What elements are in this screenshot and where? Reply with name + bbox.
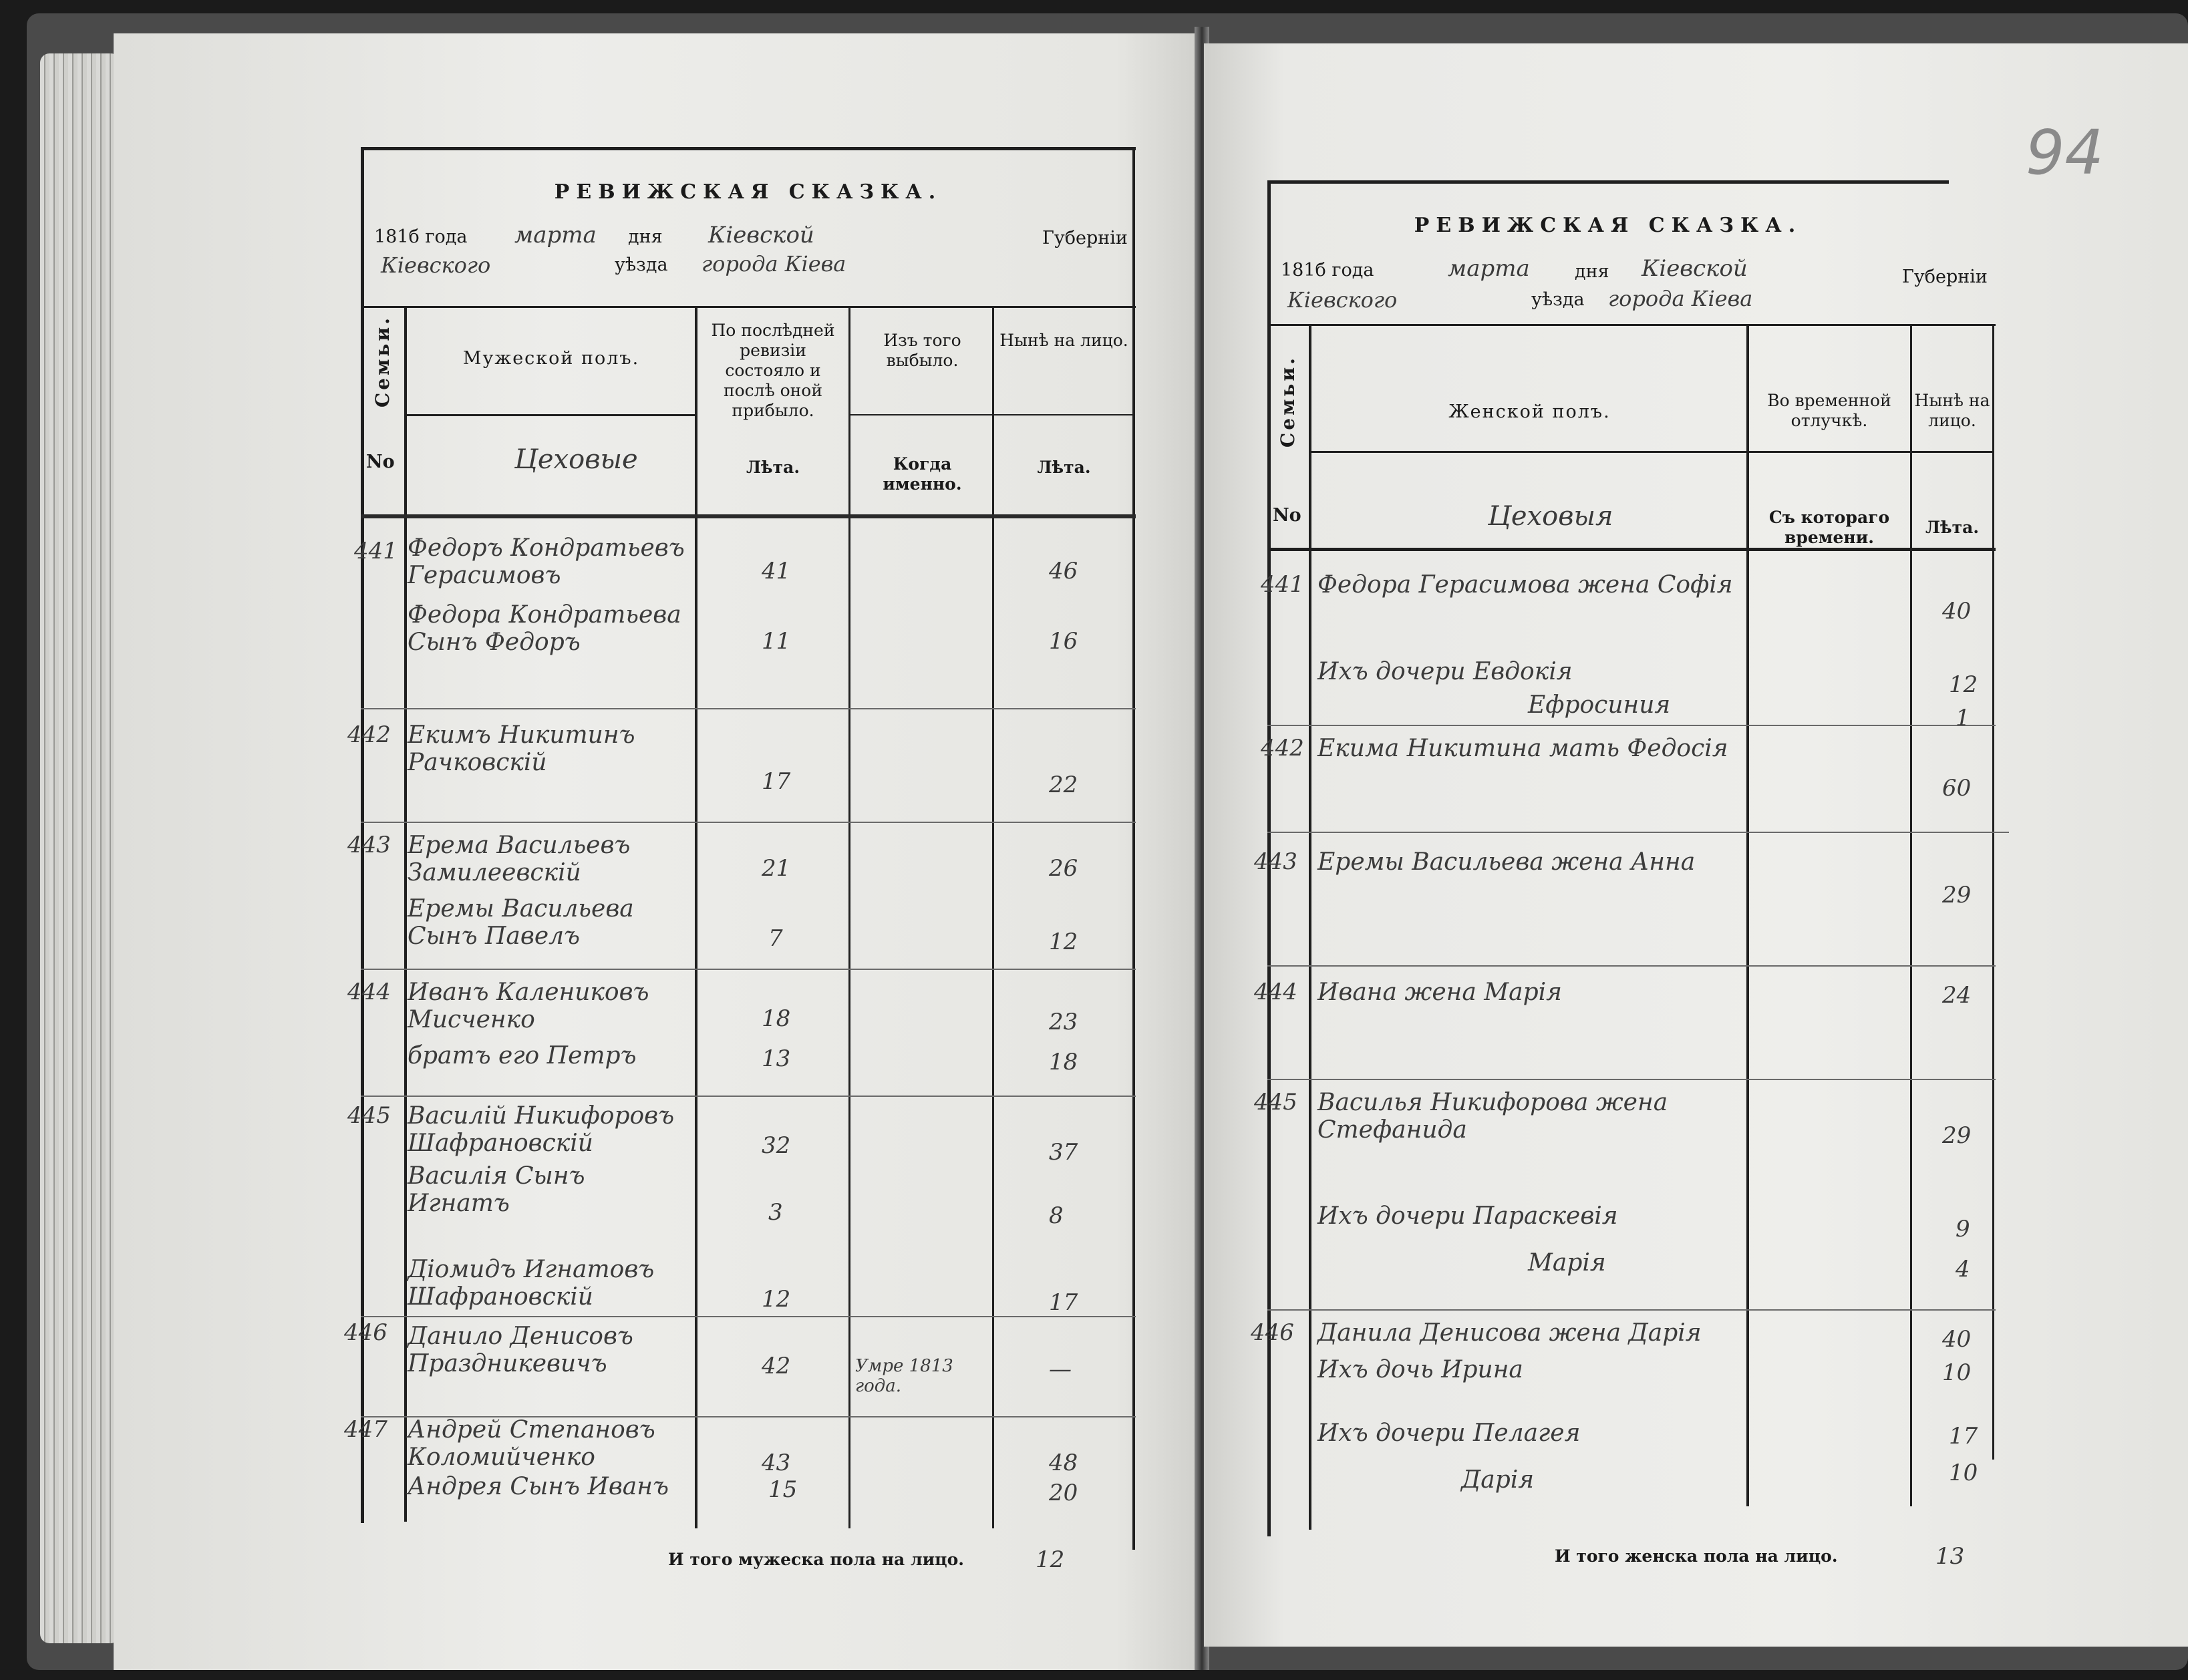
male-name: Василiя Сынъ Игнатъ [408, 1162, 585, 1217]
age-now: 24 [1942, 982, 1972, 1009]
col-absent: Во временной отлучкѣ. [1767, 391, 1891, 430]
male-register-table [344, 147, 1162, 1573]
age-last-revision: 32 [762, 1132, 791, 1159]
sub-names-hw: Цеховые [514, 444, 638, 475]
col-last-revision: По послѣдней ревизiи состояло и послѣ оной прибыло. [711, 321, 835, 420]
age-now: 12 [1949, 671, 1978, 698]
age-now: 37 [1049, 1139, 1078, 1166]
sub-no: No [1273, 505, 1301, 526]
open-book [27, 13, 2188, 1670]
total-label: И того женска пола на лицо. [1555, 1546, 1838, 1566]
age-now: 48 [1049, 1450, 1078, 1476]
age-now: 10 [1949, 1460, 1978, 1486]
male-name: Федора Кондратьева Сынъ Федоръ [408, 601, 681, 656]
province-label: Губернiи [1902, 267, 1988, 287]
page-edges [40, 53, 120, 1643]
female-name: Федора Герасимова жена Софiя [1317, 571, 1733, 599]
age-last-revision: 43 [762, 1450, 791, 1476]
female-name: Ивана жена Марiя [1317, 979, 1562, 1006]
total-value: 13 [1935, 1543, 1965, 1570]
male-name: Василiй Никифоровъ Шафрановскiй [408, 1102, 675, 1157]
month-handwritten: марта [1448, 255, 1530, 282]
age-now: 9 [1956, 1216, 1970, 1242]
family-no: 446 [1251, 1319, 1294, 1346]
male-name: Андрея Сынъ Иванъ [408, 1473, 669, 1500]
day-label: дня [1575, 261, 1609, 282]
age-now: 17 [1949, 1423, 1978, 1450]
age-now: 12 [1049, 929, 1078, 955]
sub-years-1: Лѣта. [746, 458, 800, 477]
male-name: Дiомидъ Игнатовъ Шафрановскiй [408, 1256, 655, 1311]
female-name: Данила Денисова жена Дарiя [1317, 1319, 1702, 1347]
age-now: 18 [1049, 1049, 1078, 1075]
sub-names-hw: Цеховыя [1488, 501, 1613, 532]
year-printed: 181б года [1281, 260, 1374, 281]
female-name: Марiя [1528, 1249, 1606, 1277]
age-now: 29 [1942, 1122, 1972, 1149]
male-name: братъ его Петръ [408, 1042, 637, 1069]
age-last-revision: 42 [762, 1353, 791, 1379]
town-handwritten: города Кiева [701, 251, 846, 277]
age-last-revision: 13 [762, 1045, 791, 1072]
female-name: Ихъ дочери Евдокiя [1317, 658, 1573, 685]
male-name: Ерема Васильевъ Замилеевскiй [408, 832, 631, 886]
family-no: 442 [347, 721, 391, 748]
age-last-revision: 11 [762, 628, 791, 655]
col-present: Нынѣ на лицо. [1914, 391, 1990, 430]
age-last-revision: 17 [762, 768, 791, 795]
age-now: 40 [1942, 1326, 1972, 1353]
female-name: Ихъ дочери Параскевiя [1317, 1202, 1618, 1230]
family-no: 441 [1261, 571, 1304, 598]
age-last-revision: 7 [768, 925, 783, 952]
female-register-table [1251, 180, 2016, 1570]
sub-since: Съ котораго времени. [1768, 508, 1890, 547]
col-family: Семьи. [1277, 355, 1299, 448]
county-handwritten: Кiевского [381, 253, 491, 278]
col-male: Мужеской полъ. [462, 348, 640, 369]
age-now: 4 [1956, 1256, 1970, 1283]
age-now: 16 [1049, 628, 1078, 655]
sub-when: Когда именно. [883, 454, 962, 494]
province-handwritten: Кiевской [1642, 255, 1748, 282]
age-now: 8 [1049, 1202, 1064, 1229]
town-handwritten: города Кiева [1608, 286, 1753, 311]
age-last-revision: 12 [762, 1286, 791, 1313]
female-name: Ихъ дочери Пелагея [1317, 1419, 1581, 1447]
age-now: 46 [1049, 558, 1078, 584]
female-name: Екима Никитина мать Федосiя [1317, 735, 1728, 762]
year-printed: 181б года [374, 226, 468, 247]
male-name: Екимъ Никитинъ Рачковскiй [408, 721, 635, 776]
male-name: Андрей Степановъ Коломийченко [408, 1416, 655, 1471]
family-no: 445 [1254, 1089, 1297, 1116]
female-name: Еремы Васильева жена Анна [1317, 848, 1696, 876]
family-no: 443 [1254, 848, 1297, 875]
sub-years: Лѣта. [1925, 518, 1980, 537]
family-no: 445 [347, 1102, 391, 1129]
age-now: 29 [1942, 882, 1972, 908]
month-handwritten: марта [514, 222, 597, 248]
male-name: Федоръ Кондратьевъ Герасимовъ [408, 534, 685, 589]
col-present: Нынѣ на лицо. [999, 331, 1128, 350]
age-now: — [1049, 1356, 1072, 1383]
age-now: 23 [1049, 1009, 1078, 1035]
county-handwritten: Кiевского [1287, 287, 1398, 313]
page-number: 94 [2026, 117, 2104, 188]
male-name: Данило Денисовъ Праздникевичъ [408, 1323, 633, 1377]
total-label: И того мужеска пола на лицо. [668, 1550, 964, 1569]
age-now: 22 [1049, 772, 1078, 798]
county-label: уѣзда [1531, 289, 1585, 310]
age-last-revision: 15 [768, 1476, 798, 1503]
page-title: РЕВИЖСКАЯ СКАЗКА. [1414, 214, 1803, 237]
page-title: РЕВИЖСКАЯ СКАЗКА. [554, 180, 943, 204]
age-now: 17 [1049, 1289, 1078, 1316]
col-family: Семьи. [371, 315, 394, 407]
col-female: Женской полъ. [1448, 401, 1611, 422]
family-no: 441 [354, 538, 398, 564]
female-name: Василья Никифорова жена Стефанида [1317, 1089, 1668, 1144]
family-no: 446 [344, 1319, 387, 1346]
age-now: 20 [1049, 1480, 1078, 1506]
province-label: Губернiи [1042, 228, 1128, 248]
female-name: Дарiя [1461, 1466, 1535, 1494]
age-now: 60 [1942, 775, 1972, 802]
col-dropped: Изъ того выбыло. [883, 331, 961, 370]
left-page [114, 33, 1203, 1670]
county-label: уѣзда [615, 255, 668, 275]
age-last-revision: 3 [768, 1199, 783, 1226]
sub-no: No [366, 452, 395, 472]
family-no: 447 [344, 1416, 387, 1443]
family-no: 442 [1261, 735, 1304, 762]
female-name: Ефросиния [1528, 691, 1671, 719]
total-value: 12 [1036, 1546, 1065, 1573]
age-last-revision: 18 [762, 1005, 791, 1032]
dropped-note: Умре 1813 года. [855, 1356, 953, 1396]
age-last-revision: 41 [762, 558, 791, 584]
sub-years-2: Лѣта. [1037, 458, 1091, 477]
age-now: 40 [1942, 598, 1972, 625]
female-name: Ихъ дочь Ирина [1317, 1356, 1523, 1383]
age-now: 10 [1942, 1359, 1972, 1386]
age-now: 26 [1049, 855, 1078, 882]
province-handwritten: Кiевской [708, 222, 814, 248]
family-no: 443 [347, 832, 391, 858]
family-no: 444 [1254, 979, 1297, 1005]
day-label: дня [628, 226, 663, 247]
right-page [1204, 43, 2188, 1647]
male-name: Еремы Васильева Сынъ Павелъ [408, 895, 634, 950]
family-no: 444 [347, 979, 391, 1005]
age-last-revision: 21 [762, 855, 791, 882]
age-now: 1 [1956, 705, 1970, 731]
male-name: Иванъ Калениковъ Мисченко [408, 979, 649, 1033]
